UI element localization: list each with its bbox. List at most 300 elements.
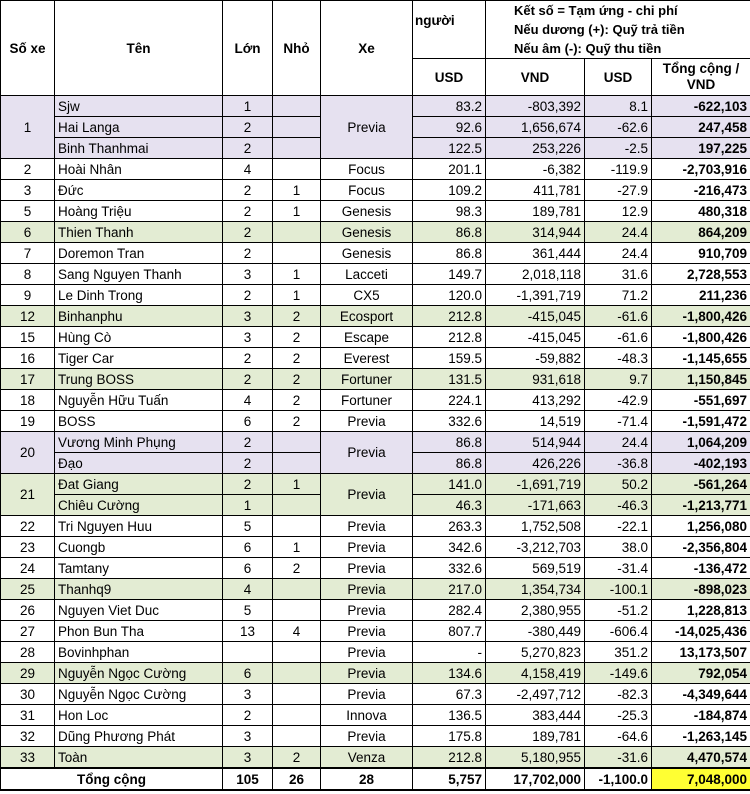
header-car: Xe [321,1,413,96]
cell-adults: 2 [223,180,273,201]
cell-adults: 3 [223,684,273,705]
cell-name: Binhanphu [55,306,223,327]
cell-car: Genesis [321,222,413,243]
cell-vnd: -171,663 [486,495,585,516]
cell-usd: 109.2 [413,180,486,201]
cell-car-no: 25 [1,579,55,600]
cell-usd-2: -48.3 [585,348,652,369]
table-row [1,306,750,327]
cell-kids: 1 [273,537,321,558]
table-row [1,243,750,264]
table-row [1,327,750,348]
cell-kids [273,684,321,705]
cell-total-vnd: -402,193 [652,453,750,474]
cell-total-vnd: 13,173,507 [652,642,750,663]
header-note [486,1,750,59]
cell-car-no: 28 [1,642,55,663]
cell-kids: 2 [273,411,321,432]
cell-vnd: -3,212,703 [486,537,585,558]
cell-car-no: 26 [1,600,55,621]
table-row [1,600,750,621]
cell-car-no: 5 [1,201,55,222]
cell-car-no: 3 [1,180,55,201]
cell-usd: 136.5 [413,705,486,726]
cell-usd: 212.8 [413,327,486,348]
cell-usd-2: -61.6 [585,306,652,327]
table-row [1,621,750,642]
cell-car: Previa [321,642,413,663]
cell-usd: 201.1 [413,159,486,180]
cell-name: Le Dinh Trong [55,285,223,306]
cell-usd-2: -22.1 [585,516,652,537]
cell-vnd: 931,618 [486,369,585,390]
cell-car: Escape [321,327,413,348]
total-vnd-line-2: VND [686,77,716,92]
cell-adults: 2 [223,285,273,306]
totals-usd: 5,757 [413,768,486,790]
table-row [1,726,750,747]
cell-kids: 4 [273,621,321,642]
total-vnd-line-1: Tổng cộng / [662,61,740,76]
cell-usd-2: -25.3 [585,705,652,726]
cell-adults: 2 [223,222,273,243]
cell-usd-2: -27.9 [585,180,652,201]
cell-car: Previa [321,558,413,579]
cell-usd-2: 71.2 [585,285,652,306]
cell-car: CX5 [321,285,413,306]
cell-usd-2: 12.9 [585,201,652,222]
cell-car-no: 22 [1,516,55,537]
header-car-no: Số xe [1,1,55,96]
header-name: Tên [55,1,223,96]
cell-kids [273,117,321,138]
cell-vnd: -59,882 [486,348,585,369]
cell-usd-2: 24.4 [585,243,652,264]
table-body [1,96,750,769]
cell-usd-2: 50.2 [585,474,652,495]
cell-car: Innova [321,705,413,726]
table-row [1,642,750,663]
cell-total-vnd: 910,709 [652,243,750,264]
cell-car-no: 31 [1,705,55,726]
cell-usd-2: -100.1 [585,579,652,600]
cell-usd-2: 351.2 [585,642,652,663]
header-row-top [1,1,750,59]
table-row [1,558,750,579]
cell-usd: - [413,642,486,663]
cell-usd-2: -2.5 [585,138,652,159]
cell-car: Previa [321,474,413,516]
cell-usd-2: -31.6 [585,747,652,769]
cell-vnd: 514,944 [486,432,585,453]
cell-car-no: 32 [1,726,55,747]
cell-adults: 13 [223,621,273,642]
cell-name: Đạo [55,453,223,474]
cell-usd-2: 31.6 [585,264,652,285]
header-vnd: VND [486,59,585,96]
table-row [1,264,750,285]
table-row [1,663,750,684]
header-kids: Nhỏ [273,1,321,96]
cell-car: Genesis [321,201,413,222]
cell-kids: 1 [273,285,321,306]
cell-usd: 92.6 [413,117,486,138]
cell-adults: 2 [223,432,273,453]
cell-name: Sjw [55,96,223,117]
cell-total-vnd: -2,356,804 [652,537,750,558]
cell-car-no: 12 [1,306,55,327]
cell-name: Hon Loc [55,705,223,726]
cell-usd: 46.3 [413,495,486,516]
table-row [1,96,750,117]
cell-car-no: 27 [1,621,55,642]
cell-total-vnd: -622,103 [652,96,750,117]
cell-total-vnd: 197,225 [652,138,750,159]
cell-usd: 134.6 [413,663,486,684]
cell-car: Fortuner [321,390,413,411]
cell-adults: 4 [223,579,273,600]
cell-total-vnd: -14,025,436 [652,621,750,642]
cell-kids [273,642,321,663]
totals-cars: 28 [321,768,413,790]
cell-name: Dũng Phương Phát [55,726,223,747]
cell-car-no: 6 [1,222,55,243]
cell-kids: 1 [273,180,321,201]
cell-car-no: 7 [1,243,55,264]
cell-total-vnd: 1,064,209 [652,432,750,453]
cell-kids: 2 [273,369,321,390]
cell-car: Previa [321,579,413,600]
cell-total-vnd: 247,458 [652,117,750,138]
cell-vnd: 314,944 [486,222,585,243]
cell-usd-2: -71.4 [585,411,652,432]
table-row [1,411,750,432]
cell-kids [273,600,321,621]
cell-kids [273,243,321,264]
cell-usd: 332.6 [413,558,486,579]
cell-car: Previa [321,600,413,621]
cell-car: Previa [321,432,413,474]
header-usd: USD [413,59,486,96]
cell-car: Previa [321,621,413,642]
cell-adults: 1 [223,495,273,516]
cell-total-vnd: -1,800,426 [652,327,750,348]
cell-name: Tiger Car [55,348,223,369]
cell-usd-2: -46.3 [585,495,652,516]
cell-total-vnd: -2,703,916 [652,159,750,180]
cell-usd: 83.2 [413,96,486,117]
cell-car: Previa [321,537,413,558]
cell-vnd: -415,045 [486,327,585,348]
cell-name: Nguyễn Hữu Tuấn [55,390,223,411]
cell-usd: 332.6 [413,411,486,432]
cell-adults: 2 [223,474,273,495]
cell-usd: 131.5 [413,369,486,390]
cell-name: Nguyễn Ngọc Cường [55,663,223,684]
cell-car-no: 2 [1,159,55,180]
cell-adults: 3 [223,327,273,348]
cell-kids: 1 [273,201,321,222]
cell-vnd: -2,497,712 [486,684,585,705]
cell-usd-2: 8.1 [585,96,652,117]
cell-adults: 5 [223,516,273,537]
cell-usd-2: -64.6 [585,726,652,747]
cell-name: Binh Thanhmai [55,138,223,159]
cell-name: Bovinhphan [55,642,223,663]
cell-total-vnd: -184,874 [652,705,750,726]
cell-car-no: 20 [1,432,55,474]
cell-usd: 212.8 [413,306,486,327]
cell-total-vnd: -561,264 [652,474,750,495]
cell-total-vnd: 4,470,574 [652,747,750,769]
cell-car-no: 19 [1,411,55,432]
cell-total-vnd: 1,228,813 [652,600,750,621]
cell-usd-2: 38.0 [585,537,652,558]
cell-adults: 5 [223,600,273,621]
totals-grand-total: 7,048,000 [652,768,750,790]
cell-kids [273,726,321,747]
cell-adults: 2 [223,117,273,138]
cell-adults: 2 [223,369,273,390]
cell-adults [223,642,273,663]
cell-total-vnd: 2,728,553 [652,264,750,285]
cell-kids [273,663,321,684]
cell-adults: 2 [223,243,273,264]
table-row [1,684,750,705]
cell-car-no: 15 [1,327,55,348]
cell-usd: 86.8 [413,243,486,264]
table-row [1,285,750,306]
cell-kids [273,222,321,243]
cell-vnd: 14,519 [486,411,585,432]
totals-vnd: 17,702,000 [486,768,585,790]
cell-adults: 2 [223,453,273,474]
cell-adults: 6 [223,663,273,684]
cell-kids: 1 [273,264,321,285]
cell-name: Tri Nguyen Huu [55,516,223,537]
cell-vnd: 569,519 [486,558,585,579]
cell-total-vnd: -1,591,472 [652,411,750,432]
cell-name: Nguyen Viet Duc [55,600,223,621]
cell-usd-2: -149.6 [585,663,652,684]
table-row [1,180,750,201]
cell-vnd: 4,158,419 [486,663,585,684]
cell-total-vnd: -1,263,145 [652,726,750,747]
table-row [1,222,750,243]
cell-usd-2: -62.6 [585,117,652,138]
cell-vnd: 1,656,674 [486,117,585,138]
cell-usd: 120.0 [413,285,486,306]
cell-name: Hùng Cò [55,327,223,348]
cell-total-vnd: 1,256,080 [652,516,750,537]
cell-car-no: 1 [1,96,55,159]
cell-vnd: 253,226 [486,138,585,159]
cell-total-vnd: 1,150,845 [652,369,750,390]
cell-car: Focus [321,159,413,180]
cell-adults: 4 [223,159,273,180]
cell-name: Đức [55,180,223,201]
cell-name: Nguyễn Ngọc Cường [55,684,223,705]
cell-usd-2: -42.9 [585,390,652,411]
cell-vnd: 426,226 [486,453,585,474]
cell-usd: 175.8 [413,726,486,747]
cell-vnd: 1,752,508 [486,516,585,537]
cell-usd: 86.8 [413,453,486,474]
table-row [1,348,750,369]
cell-vnd: 5,180,955 [486,747,585,769]
header-total-vnd [652,59,750,96]
cell-name: Thanhq9 [55,579,223,600]
cell-kids [273,96,321,117]
table-row [1,705,750,726]
cell-usd: 263.3 [413,516,486,537]
header-adults: Lớn [223,1,273,96]
cell-usd-2: -31.4 [585,558,652,579]
cell-car: Previa [321,96,413,159]
totals-adults: 105 [223,768,273,790]
cell-usd: 141.0 [413,474,486,495]
cell-car-no: 24 [1,558,55,579]
table-row [1,369,750,390]
cell-usd: 224.1 [413,390,486,411]
cell-usd: 212.8 [413,747,486,769]
cell-usd: 217.0 [413,579,486,600]
cell-kids [273,495,321,516]
cell-total-vnd: 480,318 [652,201,750,222]
cell-usd-2: -119.9 [585,159,652,180]
cell-adults: 3 [223,264,273,285]
cell-vnd: 2,380,955 [486,600,585,621]
cell-usd: 86.8 [413,222,486,243]
totals-usd-2: -1,100.0 [585,768,652,790]
cell-total-vnd: 792,054 [652,663,750,684]
cell-name: Phon Bun Tha [55,621,223,642]
cell-vnd: -803,392 [486,96,585,117]
header-per-person: người [413,1,486,59]
cell-car: Previa [321,663,413,684]
cell-adults: 2 [223,138,273,159]
cell-vnd: 5,270,823 [486,642,585,663]
cell-vnd: 189,781 [486,726,585,747]
cell-vnd: 383,444 [486,705,585,726]
cell-name: Thien Thanh [55,222,223,243]
cell-car: Everest [321,348,413,369]
cell-car: Previa [321,684,413,705]
cell-usd-2: -51.2 [585,600,652,621]
cell-adults: 1 [223,96,273,117]
cell-car: Fortuner [321,369,413,390]
cell-adults: 2 [223,348,273,369]
cell-usd-2: -82.3 [585,684,652,705]
table-row [1,432,750,453]
cell-car: Ecosport [321,306,413,327]
cell-vnd: 411,781 [486,180,585,201]
cell-kids [273,579,321,600]
cell-total-vnd: -1,800,426 [652,306,750,327]
cell-kids: 2 [273,327,321,348]
cell-car-no: 16 [1,348,55,369]
cell-total-vnd: -4,349,644 [652,684,750,705]
cell-usd: 149.7 [413,264,486,285]
cell-vnd: -1,691,719 [486,474,585,495]
cell-kids: 2 [273,558,321,579]
cell-usd-2: 24.4 [585,222,652,243]
cell-name: Chiêu Cường [55,495,223,516]
cell-name: Doremon Tran [55,243,223,264]
cell-car-no: 29 [1,663,55,684]
cell-vnd: -415,045 [486,306,585,327]
cell-car: Lacceti [321,264,413,285]
cell-adults: 3 [223,726,273,747]
cell-vnd: 189,781 [486,201,585,222]
cell-kids [273,159,321,180]
cell-total-vnd: 864,209 [652,222,750,243]
totals-label: Tổng cộng [1,768,223,790]
cell-vnd: 413,292 [486,390,585,411]
cell-usd-2: 9.7 [585,369,652,390]
cell-vnd: 1,354,734 [486,579,585,600]
cell-car-no: 30 [1,684,55,705]
cell-name: BOSS [55,411,223,432]
cell-car: Previa [321,411,413,432]
note-line-1: Kết số = Tạm ứng - chi phí [514,3,678,18]
cell-car-no: 8 [1,264,55,285]
cell-usd: 122.5 [413,138,486,159]
cell-car-no: 21 [1,474,55,516]
cell-car: Genesis [321,243,413,264]
cell-usd: 282.4 [413,600,486,621]
cell-car: Focus [321,180,413,201]
cell-name: Tamtany [55,558,223,579]
cell-name: Trung BOSS [55,369,223,390]
cell-total-vnd: -136,472 [652,558,750,579]
cell-vnd: 2,018,118 [486,264,585,285]
header-usd-2: USD [585,59,652,96]
cell-vnd: -1,391,719 [486,285,585,306]
cell-car: Previa [321,726,413,747]
cell-car-no: 23 [1,537,55,558]
cell-name: Hai Langa [55,117,223,138]
cell-kids: 2 [273,390,321,411]
cell-car-no: 17 [1,369,55,390]
cell-total-vnd: 211,236 [652,285,750,306]
cell-adults: 6 [223,558,273,579]
cell-car-no: 18 [1,390,55,411]
cell-car: Previa [321,516,413,537]
cell-total-vnd: -1,145,655 [652,348,750,369]
cell-vnd: 361,444 [486,243,585,264]
cell-adults: 4 [223,390,273,411]
note-line-2: Nếu dương (+): Quỹ trả tiền [514,22,685,37]
cell-usd-2: 24.4 [585,432,652,453]
cell-total-vnd: -216,473 [652,180,750,201]
cell-usd-2: -36.8 [585,453,652,474]
cell-kids [273,138,321,159]
totals-row [1,768,750,790]
cell-total-vnd: -898,023 [652,579,750,600]
cell-kids: 2 [273,348,321,369]
cell-kids: 2 [273,306,321,327]
cell-car-no: 33 [1,747,55,769]
cell-kids [273,453,321,474]
table-row [1,474,750,495]
cell-kids [273,432,321,453]
table-row [1,537,750,558]
cell-vnd: -6,382 [486,159,585,180]
cell-adults: 3 [223,306,273,327]
cell-name: Sang Nguyen Thanh [55,264,223,285]
cell-adults: 2 [223,201,273,222]
